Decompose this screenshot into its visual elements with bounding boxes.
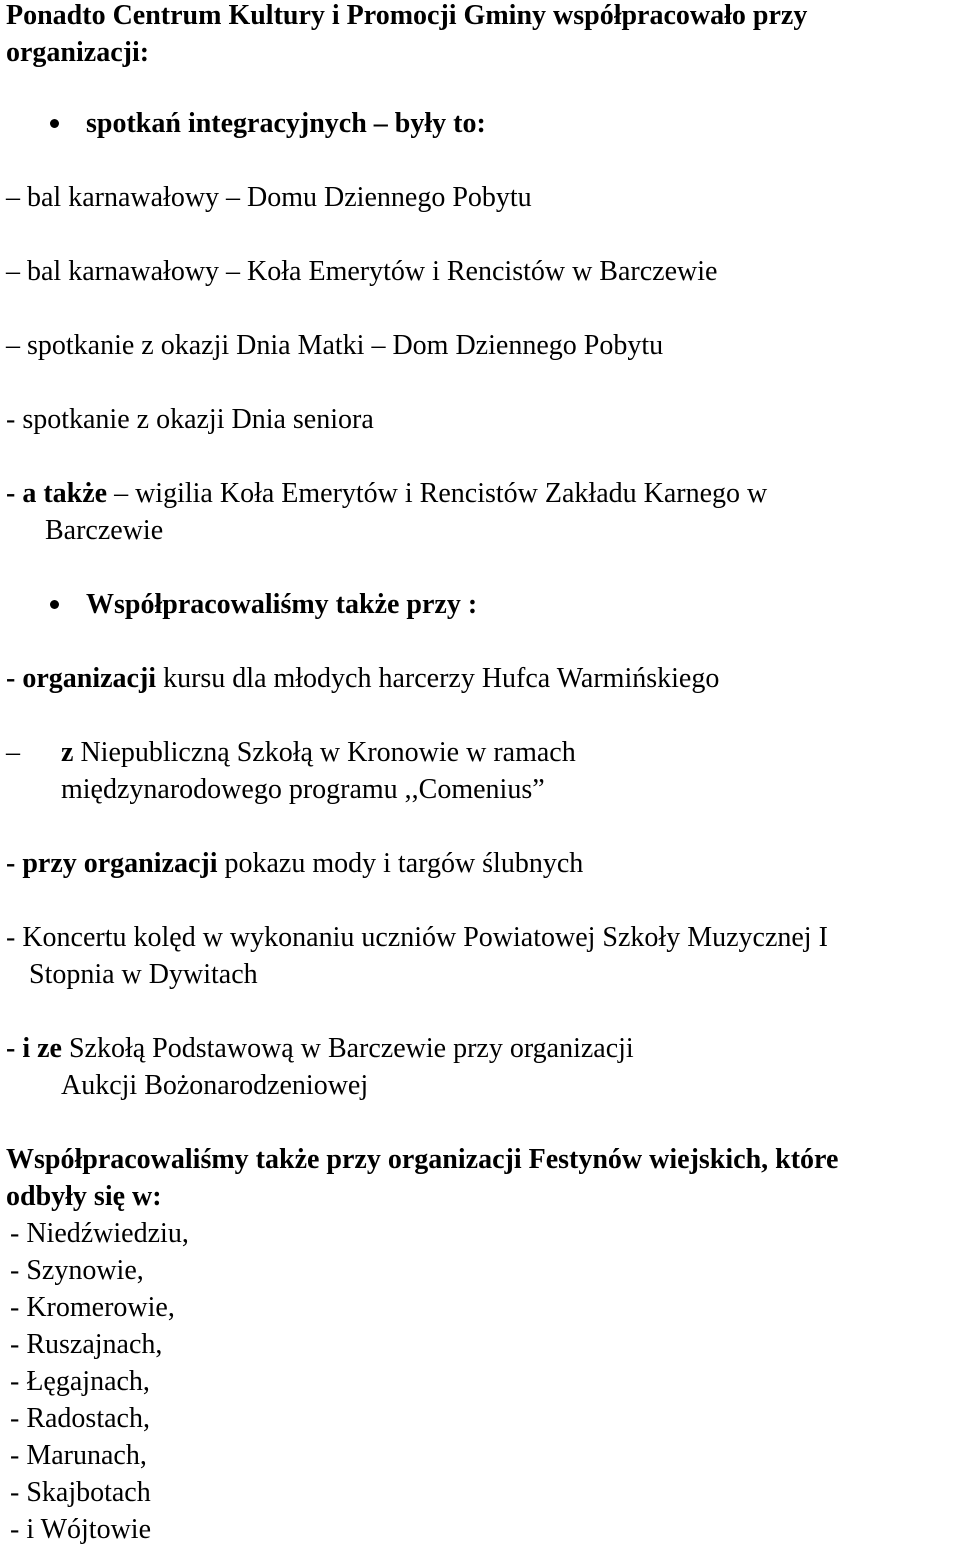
bullet-icon: [50, 600, 59, 609]
intro-line-1: Ponadto Centrum Kultury i Promocji Gminy współpracowało przy: [6, 0, 808, 31]
village-item: - Radostach,: [10, 1403, 150, 1434]
list-item: [6, 660, 719, 697]
list-item-prefix: - przy organizacji: [6, 848, 218, 879]
list-item: – bal karnawałowy – Domu Dziennego Pobytu: [6, 182, 532, 213]
list-item: – bal karnawałowy – Koła Emerytów i Rencistów w Barczewie: [6, 256, 718, 287]
list-item-text: Szkołą Podstawową w Barczewie przy organizacji: [61, 1033, 634, 1064]
list-item-continuation: międzynarodowego programu ,,Comenius”: [61, 774, 545, 805]
village-item: - Łęgajnach,: [10, 1366, 150, 1397]
list-item: [6, 1030, 634, 1067]
list-item: - Koncertu kolęd w wykonaniu uczniów Powiatowej Szkoły Muzycznej I: [6, 922, 828, 953]
list-item: [6, 475, 767, 512]
list-item: - spotkanie z okazji Dnia seniora: [6, 404, 374, 435]
section3-heading-line-1: Współpracowaliśmy także przy organizacji Festynów wiejskich, które: [6, 1144, 839, 1175]
section1-heading: spotkań integracyjnych – były to:: [86, 108, 486, 139]
list-item-text: Niepubliczną Szkołą w Kronowie w ramach: [73, 737, 576, 768]
village-item: - Ruszajnach,: [10, 1329, 163, 1360]
list-item-text: pokazu mody i targów ślubnych: [217, 848, 584, 879]
list-item-prefix: - i ze: [6, 1033, 62, 1064]
village-item: - Niedźwiedziu,: [10, 1218, 189, 1249]
list-item-dash: –: [6, 737, 20, 768]
bullet-icon: [50, 119, 59, 128]
intro-line-2: organizacji:: [6, 37, 150, 68]
village-item: - Szynowie,: [10, 1255, 144, 1286]
list-item-continuation: Barczewie: [45, 515, 164, 546]
village-item: - Kromerowie,: [10, 1292, 175, 1323]
section2-heading: Współpracowaliśmy także przy :: [86, 589, 478, 620]
village-item: - Marunach,: [10, 1440, 147, 1471]
list-item: [6, 845, 583, 882]
list-item-prefix: - a także: [6, 478, 108, 509]
village-item: - Skajbotach: [10, 1477, 151, 1508]
list-item-continuation: Aukcji Bożonarodzeniowej: [61, 1070, 369, 1101]
list-item-prefix: - organizacji: [6, 663, 157, 694]
list-item-prefix: z: [61, 737, 74, 768]
village-item: - i Wójtowie: [10, 1514, 152, 1545]
list-item-continuation: Stopnia w Dywitach: [29, 959, 258, 990]
section3-heading-line-2: odbyły się w:: [6, 1181, 162, 1212]
list-item-text: kursu dla młodych harcerzy Hufca Warmińskiego: [156, 663, 720, 694]
list-item-text: – wigilia Koła Emerytów i Rencistów Zakładu Karnego w: [107, 478, 768, 509]
list-item: – spotkanie z okazji Dnia Matki – Dom Dziennego Pobytu: [6, 330, 664, 361]
list-item: [61, 734, 576, 771]
